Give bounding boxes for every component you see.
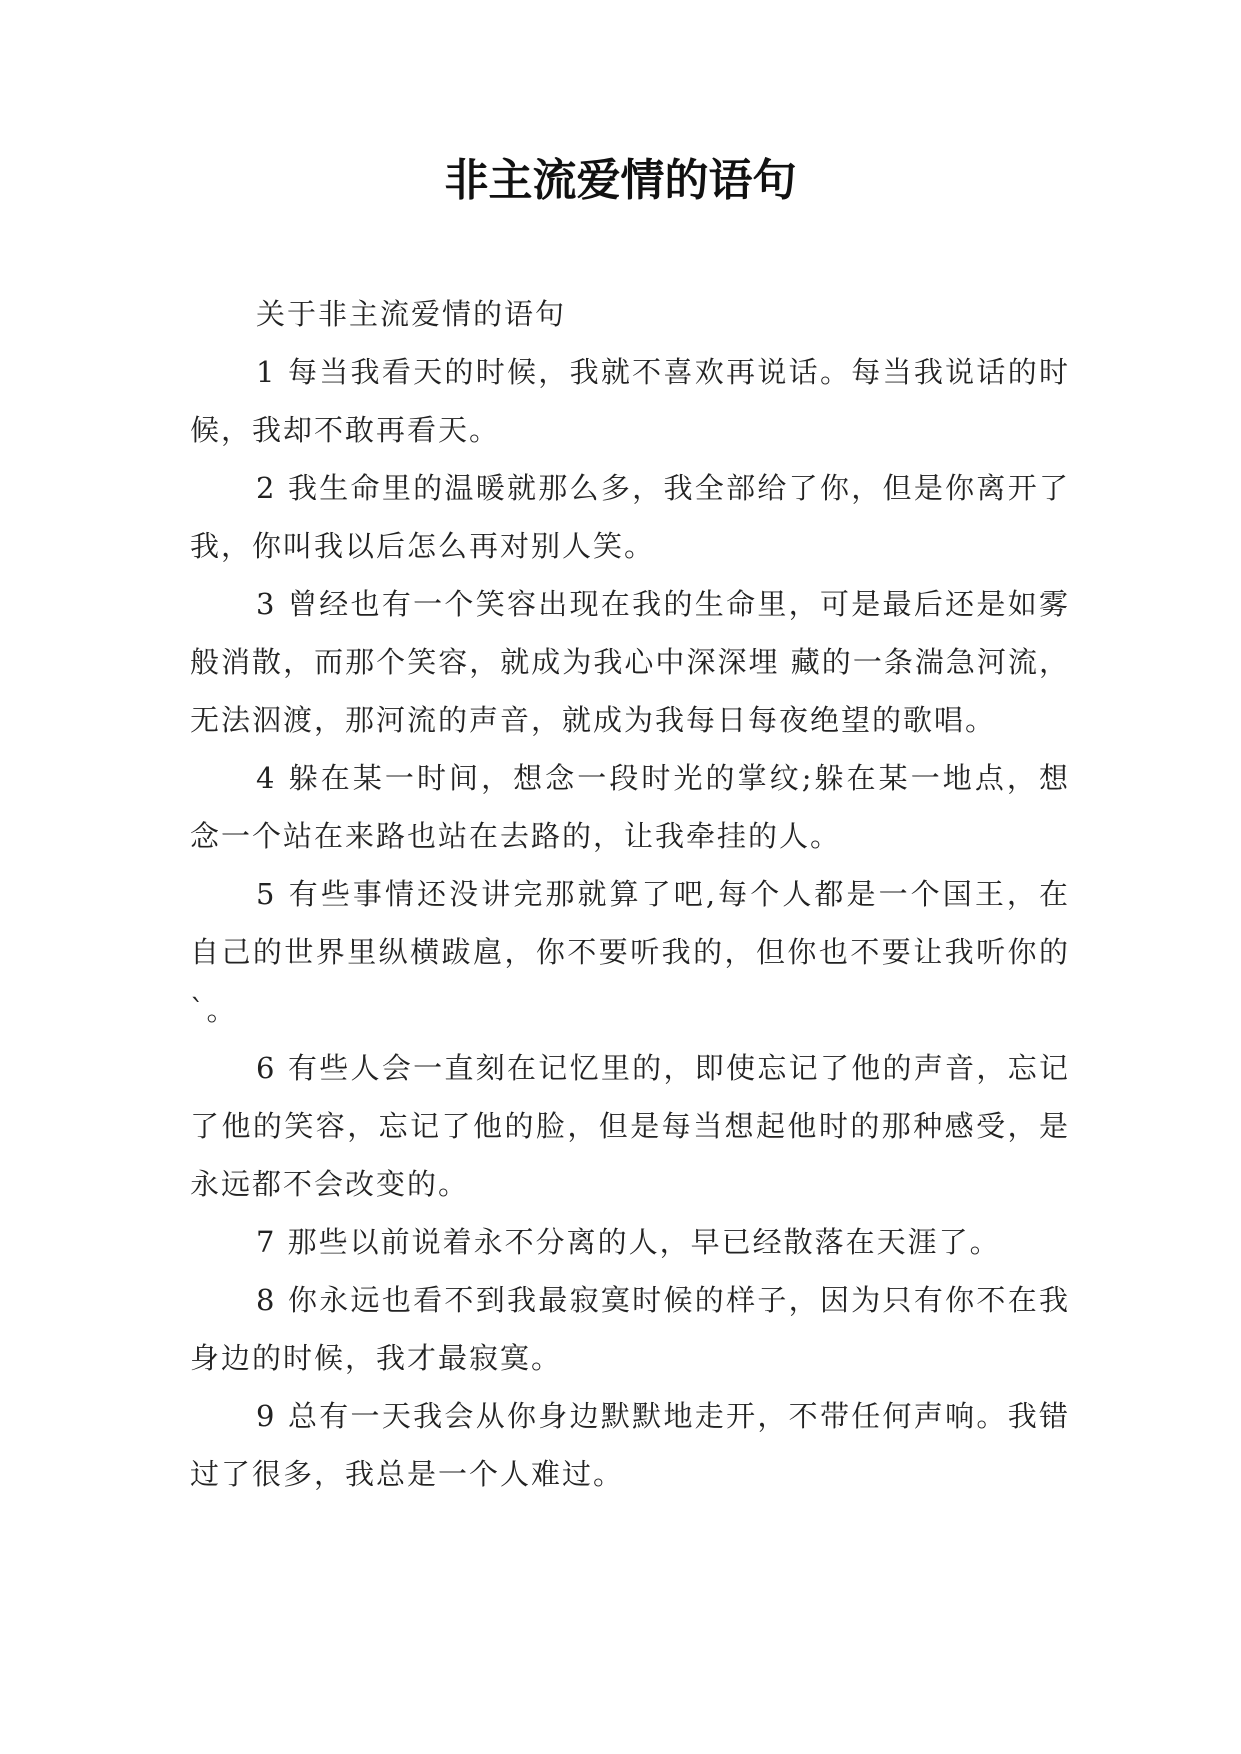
intro-paragraph: 关于非主流爱情的语句 — [256, 297, 567, 331]
quote-paragraph-6: 6 有些人会一直刻在记忆里的，即使忘记了他的声音，忘记了他的笑容，忘记了他的脸，但是每当想起他时的那种感受，是永远都不会改变的。 — [190, 1051, 1070, 1201]
document-title: 非主流爱情的语句 — [444, 155, 797, 206]
quote-paragraph-2: 2 我生命里的温暖就那么多，我全部给了你，但是你离开了我，你叫我以后怎么再对别人笑。 — [190, 471, 1070, 563]
quote-paragraph-7: 7 那些以前说着永不分离的人，早已经散落在天涯了。 — [256, 1225, 1001, 1259]
document-body — [190, 285, 1070, 1503]
quote-paragraph-8: 8 你永远也看不到我最寂寞时候的样子，因为只有你不在我身边的时候，我才最寂寞。 — [190, 1283, 1070, 1375]
quote-paragraph-3: 3 曾经也有一个笑容出现在我的生命里，可是最后还是如雾般消散，而那个笑容，就成为我心中深深埋 藏的一条湍急河流，无法泅渡，那河流的声音，就成为我每日每夜绝望的歌唱。 — [190, 587, 1070, 737]
quote-paragraph-9: 9 总有一天我会从你身边默默地走开，不带任何声响。我错过了很多，我总是一个人难过。 — [190, 1399, 1070, 1491]
quote-paragraph-4: 4 躲在某一时间，想念一段时光的掌纹;躲在某一地点，想念一个站在来路也站在去路的，让我牵挂的人。 — [190, 761, 1070, 853]
quote-paragraph-5: 5 有些事情还没讲完那就算了吧,每个人都是一个国王，在自己的世界里纵横跋扈，你不要听我的，但你也不要让我听你的`。 — [190, 877, 1070, 1027]
quote-paragraph-1: 1 每当我看天的时候，我就不喜欢再说话。每当我说话的时候，我却不敢再看天。 — [190, 355, 1070, 447]
